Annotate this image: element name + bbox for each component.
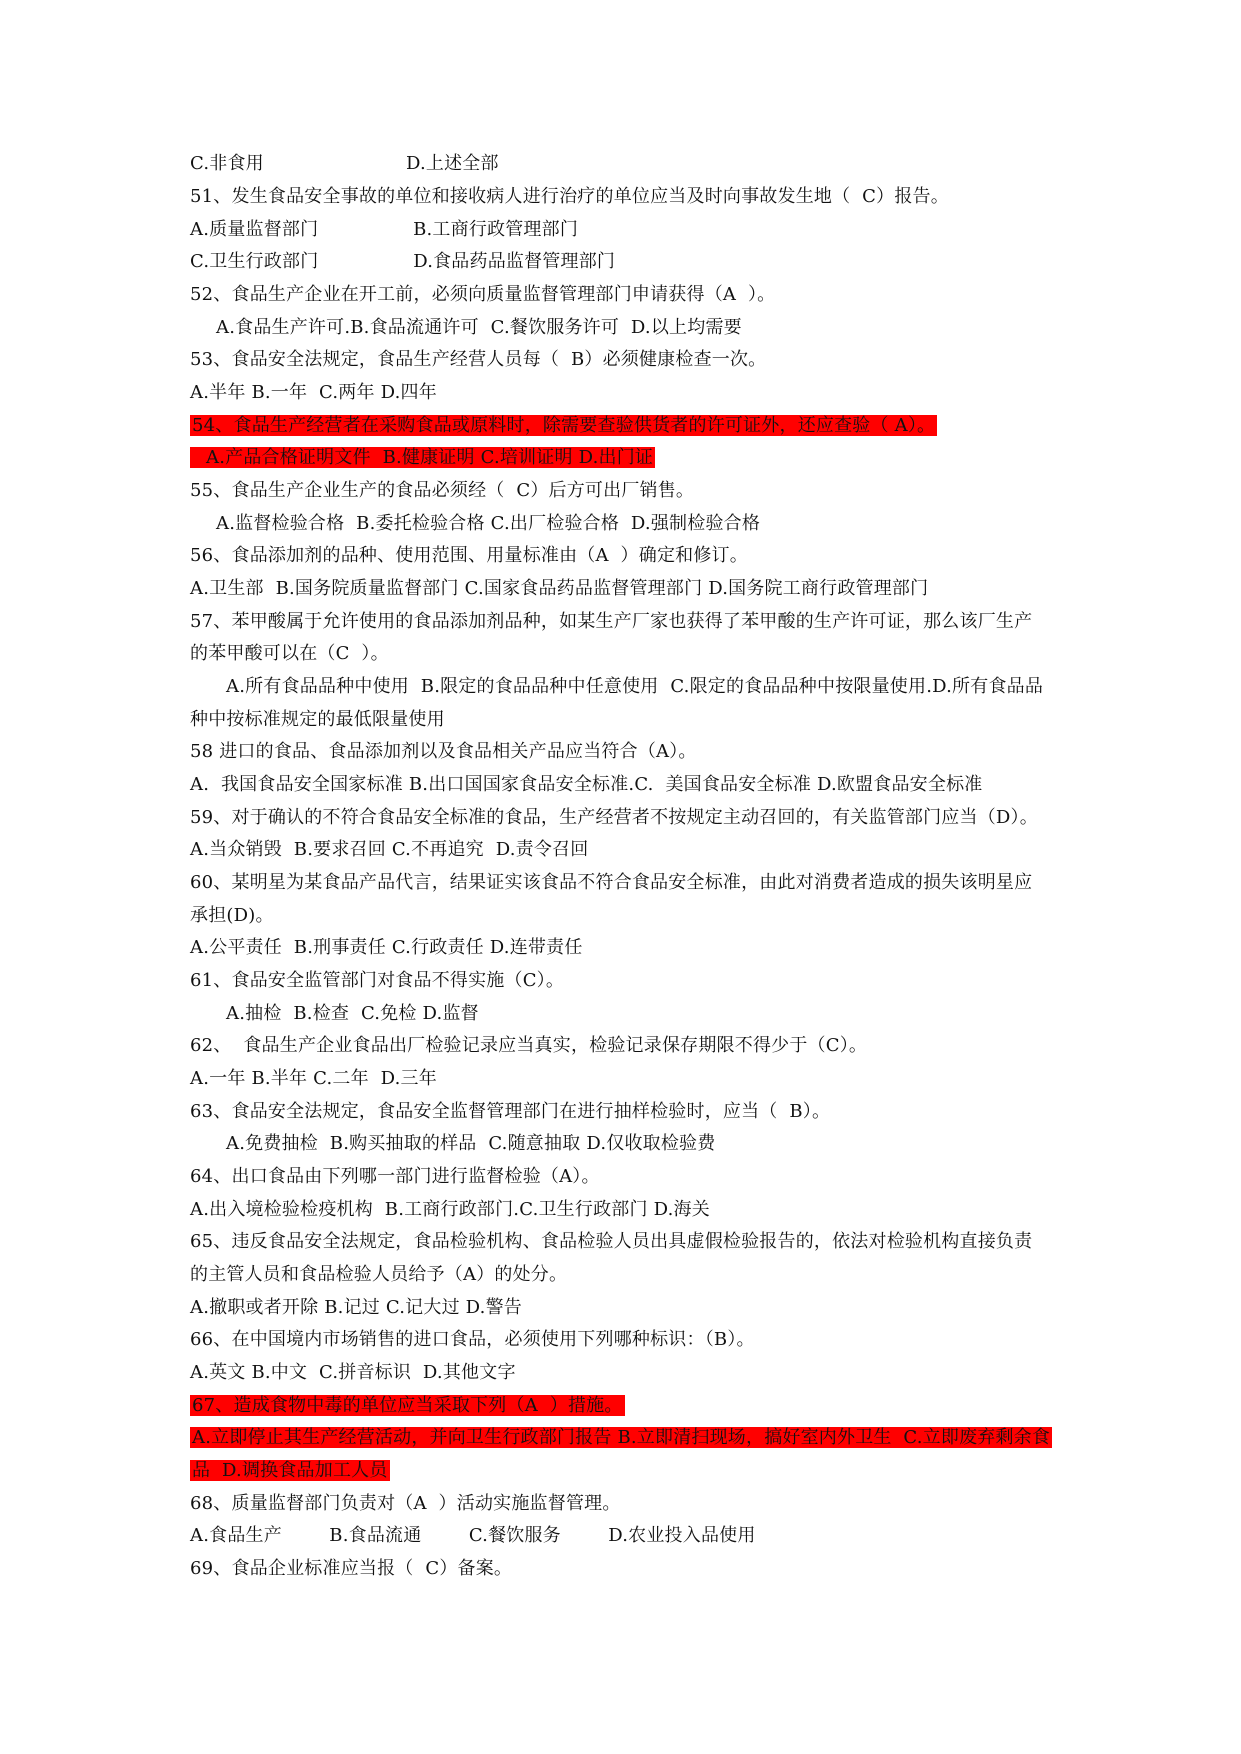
question-58: 58 进口的食品、食品添加剂以及食品相关产品应当符合（A）。 xyxy=(190,741,697,762)
text-line: C.非食用 D.上述全部 xyxy=(190,153,499,174)
question-51: 51、发生食品安全事故的单位和接收病人进行治疗的单位应当及时向事故发生地（ C）报告。 xyxy=(190,186,949,207)
question-69: 69、食品企业标准应当报（ C）备案。 xyxy=(190,1558,513,1579)
question-55: 55、食品生产企业生产的食品必须经（ C）后方可出厂销售。 xyxy=(190,480,695,501)
question-57: 57、苯甲酸属于允许使用的食品添加剂品种，如某生产厂家也获得了苯甲酸的生产许可证，那么该厂生产 xyxy=(190,611,1033,632)
highlight-text: A.产品合格证明文件 B.健康证明 C.培训证明 D.出门证 xyxy=(190,447,655,468)
question-59: 59、对于确认的不符合食品安全标准的食品，生产经营者不按规定主动召回的，有关监管部门应当（D）。 xyxy=(190,807,1038,828)
options-65: A.撤职或者开除 B.记过 C.记大过 D.警告 xyxy=(190,1297,522,1318)
highlight-text: 54、食品生产经营者在采购食品或原料时，除需要查验供货者的许可证外，还应查验（ A）。 xyxy=(192,415,936,436)
options-60: A.公平责任 B.刑事责任 C.行政责任 D.连带责任 xyxy=(190,937,583,958)
options-55: A.监督检验合格 B.委托检验合格 C.出厂检验合格 D.强制检验合格 xyxy=(216,513,761,534)
options-64: A.出入境检验检疫机构 B.工商行政部门.C.卫生行政部门 D.海关 xyxy=(190,1199,710,1220)
highlight-text: 67、造成食物中毒的单位应当采取下列（A ）措施。 xyxy=(192,1395,623,1416)
question-65: 65、违反食品安全法规定，食品检验机构、食品检验人员出具虚假检验报告的，依法对检验机构直接负责 xyxy=(190,1231,1033,1252)
options-58: A. 我国食品安全国家标准 B.出口国国家食品安全标准.C. 美国食品安全标准 D.欧盟食品安全标准 xyxy=(190,774,983,795)
question-61: 61、食品安全监管部门对食品不得实施（C）。 xyxy=(190,970,565,991)
options-57-cont: 种中按标准规定的最低限量使用 xyxy=(190,709,445,730)
question-67-highlighted xyxy=(190,1390,625,1422)
options-67-cont-highlighted xyxy=(190,1455,390,1487)
question-52: 52、食品生产企业在开工前，必须向质量监督管理部门申请获得（A ）。 xyxy=(190,284,776,305)
question-66: 66、在中国境内市场销售的进口食品，必须使用下列哪种标识：（B）。 xyxy=(190,1329,755,1350)
question-60-cont: 承担(D)。 xyxy=(190,905,274,926)
question-68: 68、质量监督部门负责对（A ）活动实施监督管理。 xyxy=(190,1493,621,1514)
options-63: A.免费抽检 B.购买抽取的样品 C.随意抽取 D.仅收取检验费 xyxy=(226,1133,716,1154)
question-53: 53、食品安全法规定，食品生产经营人员每（ B）必须健康检查一次。 xyxy=(190,349,767,370)
options-61: A.抽检 B.检查 C.免检 D.监督 xyxy=(226,1003,479,1024)
options-62: A.一年 B.半年 C.二年 D.三年 xyxy=(190,1068,437,1089)
options-57: A.所有食品品种中使用 B.限定的食品品种中任意使用 C.限定的食品品种中按限量使用.D.所有食品品 xyxy=(226,676,1044,697)
question-54-highlighted xyxy=(190,410,937,442)
question-62: 62、 食品生产企业食品出厂检验记录应当真实，检验记录保存期限不得少于（C）。 xyxy=(190,1035,868,1056)
options-51-ab: A.质量监督部门 B.工商行政管理部门 xyxy=(190,219,579,240)
options-53: A.半年 B.一年 C.两年 D.四年 xyxy=(190,382,437,403)
question-57-cont: 的苯甲酸可以在（C ）。 xyxy=(190,643,389,664)
options-52: A.食品生产许可.B.食品流通许可 C.餐饮服务许可 D.以上均需要 xyxy=(216,317,742,338)
question-56: 56、食品添加剂的品种、使用范围、用量标准由（A ）确定和修订。 xyxy=(190,545,748,566)
options-68: A.食品生产 B.食品流通 C.餐饮服务 D.农业投入品使用 xyxy=(190,1525,756,1546)
options-56: A.卫生部 B.国务院质量监督部门 C.国家食品药品监督管理部门 D.国务院工商行政管理部门 xyxy=(190,578,929,599)
question-64: 64、出口食品由下列哪一部门进行监督检验（A）。 xyxy=(190,1166,600,1187)
options-51-cd: C.卫生行政部门 D.食品药品监督管理部门 xyxy=(190,251,616,272)
highlight-text: A.立即停止其生产经营活动，并向卫生行政部门报告 B.立即清扫现场，搞好室内外卫生 C.立即废弃剩余食 xyxy=(192,1427,1051,1448)
question-65-cont: 的主管人员和食品检验人员给予（A）的处分。 xyxy=(190,1264,568,1285)
options-67-highlighted xyxy=(190,1422,1052,1454)
options-59: A.当众销毁 B.要求召回 C.不再追究 D.责令召回 xyxy=(190,839,589,860)
highlight-text: 品 D.调换食品加工人员 xyxy=(192,1460,388,1481)
options-66: A.英文 B.中文 C.拼音标识 D.其他文字 xyxy=(190,1362,516,1383)
options-54-highlighted xyxy=(190,442,655,474)
question-63: 63、食品安全法规定，食品安全监督管理部门在进行抽样检验时，应当（ B）。 xyxy=(190,1101,831,1122)
question-60: 60、某明星为某食品产品代言，结果证实该食品不符合食品安全标准，由此对消费者造成的损失该明星应 xyxy=(190,872,1033,893)
